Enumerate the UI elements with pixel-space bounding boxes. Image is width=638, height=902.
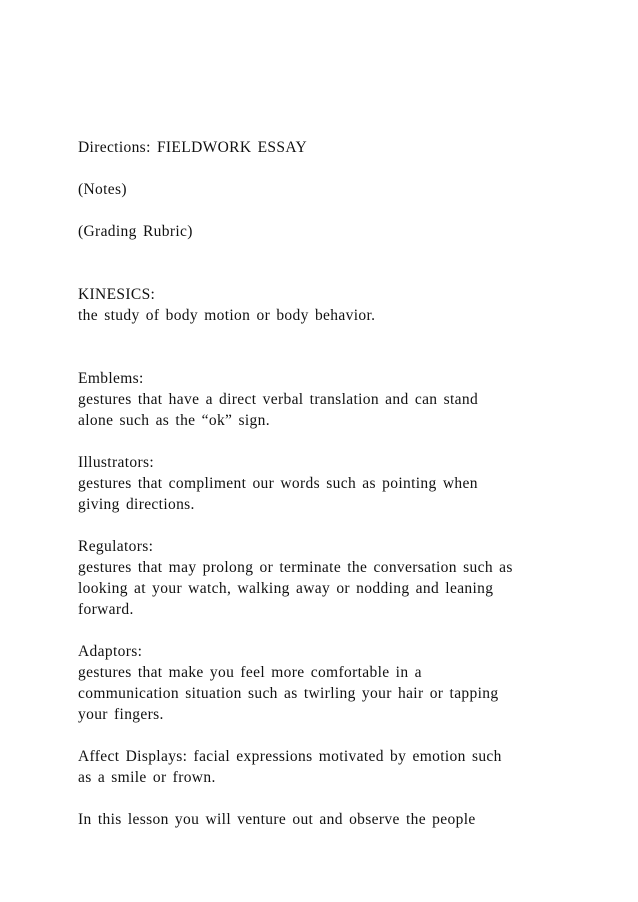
- notes-line: [78, 179, 578, 200]
- adaptors-heading: Adaptors:: [78, 643, 143, 660]
- emblems-line-2: alone such as the “ok” sign.: [78, 412, 270, 429]
- adaptors-line-3: your fingers.: [78, 706, 164, 723]
- grading-rubric-line: [78, 221, 578, 242]
- regulators-line-2: looking at your watch, walking away or nodding and leaning: [78, 580, 494, 597]
- illustrators-line-1: gestures that compliment our words such as pointing when: [78, 475, 478, 492]
- regulators-heading: Regulators:: [78, 538, 154, 555]
- affect-displays-section: [78, 746, 578, 788]
- illustrators-heading: Illustrators:: [78, 454, 155, 471]
- illustrators-section: [78, 452, 578, 515]
- kinesics-heading: KINESICS:: [78, 286, 156, 303]
- adaptors-line-1: gestures that make you feel more comfortable in a: [78, 664, 422, 681]
- kinesics-definition: the study of body motion or body behavior.: [78, 307, 376, 324]
- adaptors-line-2: communication situation such as twirling your hair or tapping: [78, 685, 499, 702]
- regulators-line-1: gestures that may prolong or terminate the conversation such as: [78, 559, 513, 576]
- regulators-line-3: forward.: [78, 601, 134, 618]
- directions-line: [78, 137, 578, 158]
- directions-text: Directions: FIELDWORK ESSAY: [78, 139, 308, 156]
- emblems-heading: Emblems:: [78, 370, 144, 387]
- notes-text: (Notes): [78, 181, 127, 198]
- grading-rubric-text: (Grading Rubric): [78, 223, 193, 240]
- regulators-section: [78, 536, 578, 620]
- emblems-line-1: gestures that have a direct verbal translation and can stand: [78, 391, 479, 408]
- lesson-section: [78, 809, 578, 830]
- illustrators-line-2: giving directions.: [78, 496, 195, 513]
- affect-displays-line-1: Affect Displays: facial expressions motivated by emotion such: [78, 748, 502, 765]
- document-body: [78, 137, 578, 830]
- adaptors-section: [78, 641, 578, 725]
- affect-displays-line-2: as a smile or frown.: [78, 769, 216, 786]
- kinesics-section: [78, 284, 578, 326]
- emblems-section: [78, 368, 578, 431]
- lesson-line-1: In this lesson you will venture out and observe the people: [78, 811, 476, 828]
